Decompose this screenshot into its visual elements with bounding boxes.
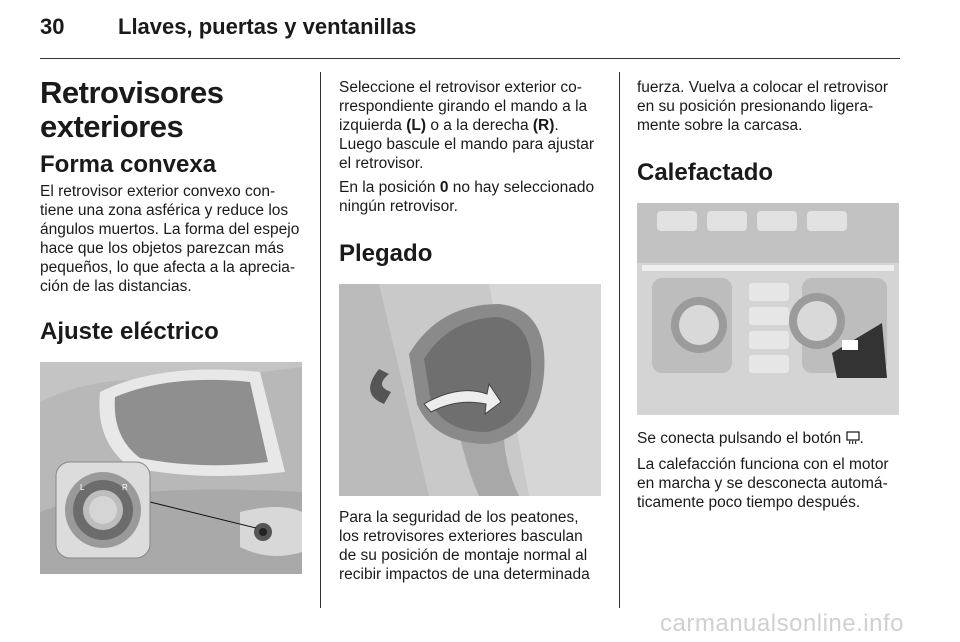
section-title: Retrovisores exteriores [40, 75, 224, 144]
paragraph-select-mirror: Seleccione el retrovisor exterior correspondiente girando el mando a la izquierda (L) o a la derecha (R). Luego bascule el mando para ajustar el retrovisor. [339, 79, 595, 172]
column-divider-1 [320, 72, 321, 608]
page-number: 30 [40, 14, 65, 39]
watermark: carmanualsonline.info [660, 610, 904, 637]
header-rule [40, 58, 900, 59]
column-1 [40, 66, 302, 574]
paragraph-reposition: fuerza. Vuelva a colocar el retrovisor en su posición presionando ligeramente sobre la carcasa. [637, 79, 888, 134]
subsection-title-folding: Plegado [339, 240, 433, 267]
figure-mirror-folding [339, 284, 601, 496]
column-3 [637, 78, 899, 517]
subsection-title-electric: Ajuste eléctrico [40, 318, 219, 345]
subsection-title-heated: Calefactado [637, 159, 774, 186]
column-divider-2 [619, 72, 620, 608]
paragraph-heating-operation: La calefacción funciona con el motor en marcha y se desconecta automáticamente poco tiempo después. [637, 456, 889, 511]
knob-left-label: L [80, 483, 85, 492]
rear-heat-icon [846, 431, 860, 450]
knob-right-label: R [122, 483, 128, 492]
paragraph-activation: Se conecta pulsando el botón . [637, 429, 899, 450]
page-header-title: Llaves, puertas y ventanillas [118, 14, 417, 39]
figure-heating-controls [637, 203, 899, 415]
subsection-title-convex: Forma convexa [40, 151, 217, 178]
paragraph-position-zero: En la posición 0 no hay seleccionado ningún retrovisor. [339, 179, 595, 215]
paragraph-pedestrian-safety: Para la seguridad de los peatones, los retrovisores exteriores basculan de su posición de montaje normal al recibir impactos de una determinada [339, 509, 590, 583]
figure-mirror-adjust-switch [40, 362, 302, 574]
paragraph-convex: El retrovisor exterior convexo contiene una zona asférica y reduce los ángulos muertos. La forma del espejo hace que los objetos parezcan más pequeños, lo que afecta a la apreciación de las distancias. [40, 183, 300, 295]
column-2 [339, 78, 601, 589]
